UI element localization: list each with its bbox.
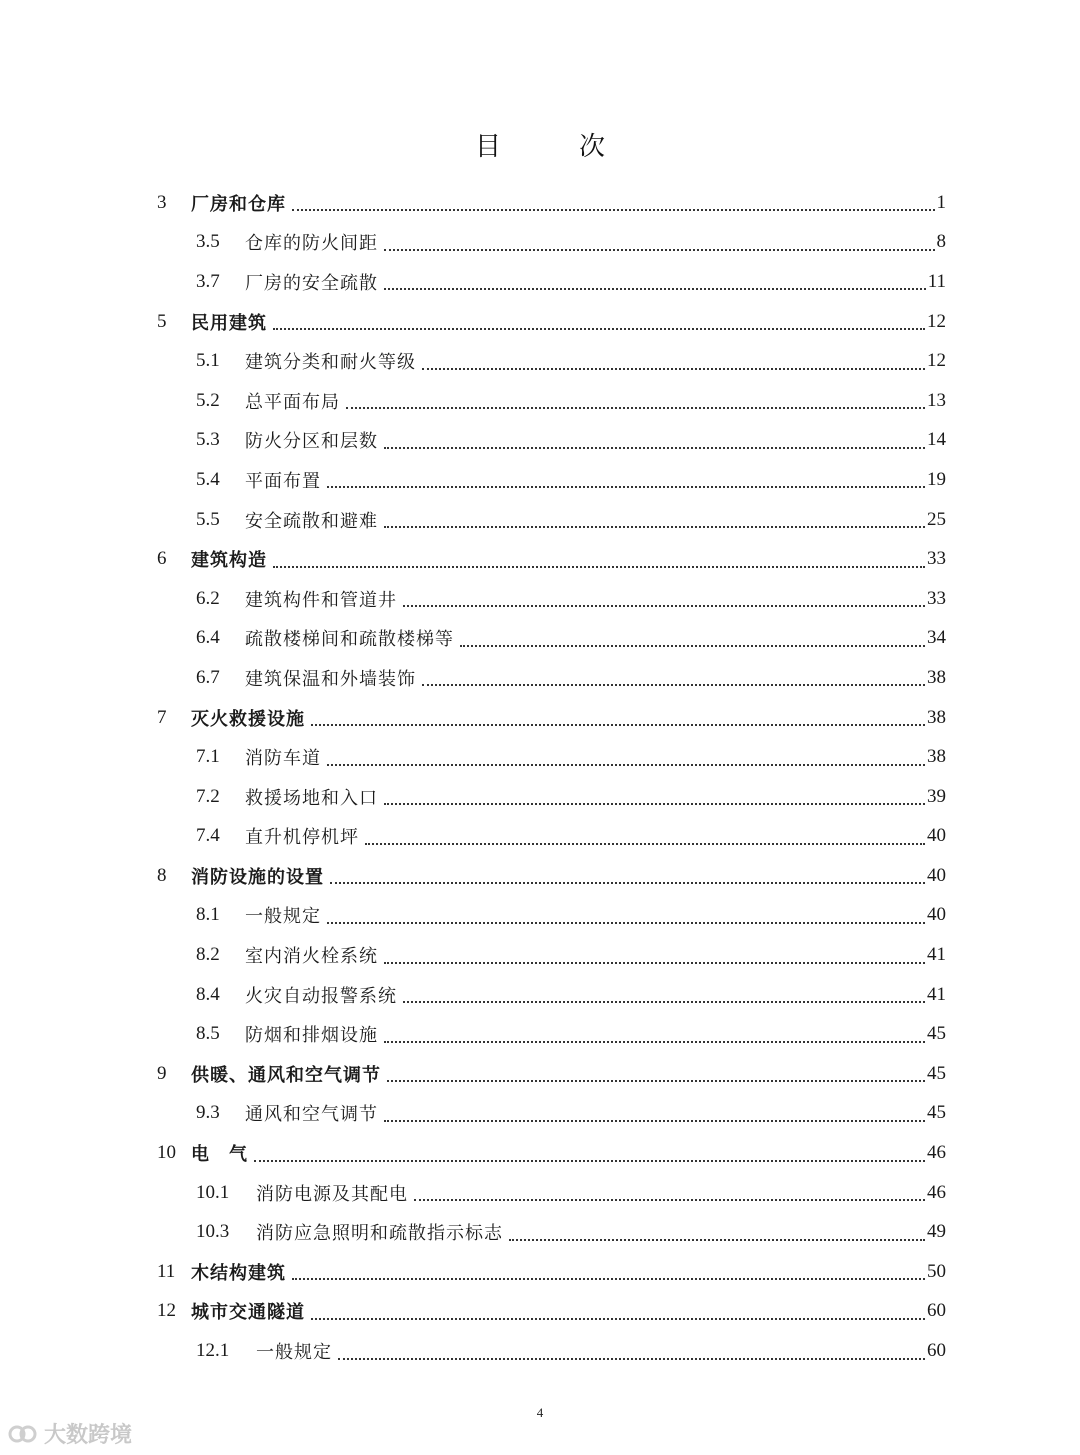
toc-entry-label: 消防车道	[245, 748, 321, 770]
toc-section-entry[interactable]	[0, 777, 1080, 817]
toc-entry-page: 39	[927, 785, 946, 807]
toc-entry-label: 总平面布局	[245, 391, 340, 413]
toc-entry-label: 救援场地和入口	[245, 787, 378, 809]
toc-entry-page: 38	[927, 746, 946, 768]
toc-entry-page: 38	[927, 666, 946, 688]
toc-entry-number: 6	[157, 548, 167, 570]
toc-entry-page: 14	[927, 429, 946, 451]
toc-dot-leader	[338, 1357, 925, 1360]
toc-section-entry[interactable]	[0, 737, 1080, 777]
toc-dot-leader	[346, 406, 925, 409]
toc-entry-page: 12	[927, 350, 946, 372]
toc-dot-leader	[384, 446, 925, 449]
toc-entry-number: 5.2	[196, 389, 220, 411]
toc-entry-label: 仓库的防火间距	[245, 233, 378, 255]
toc-dot-leader	[273, 565, 925, 568]
toc-dot-leader	[327, 485, 925, 488]
toc-entry-label: 防火分区和层数	[245, 431, 378, 453]
page-number: 4	[536, 1405, 544, 1420]
toc-section-entry[interactable]	[0, 1212, 1080, 1252]
toc-dot-leader	[384, 802, 925, 805]
toc-entry-page: 45	[927, 1102, 946, 1124]
toc-section-entry[interactable]	[0, 460, 1080, 500]
toc-dot-leader	[330, 881, 925, 884]
toc-entry-number: 5.1	[196, 350, 220, 372]
toc-entry-label: 直升机停机坪	[245, 827, 359, 849]
toc-dot-leader	[509, 1238, 925, 1241]
watermark-text: 大数跨境	[44, 1423, 133, 1448]
toc-entry-label: 民用建筑	[191, 312, 267, 334]
toc-entry-number: 3.5	[196, 231, 220, 253]
toc-entry-label: 厂房和仓库	[191, 193, 286, 215]
toc-entry-page: 12	[927, 310, 946, 332]
toc-section-entry[interactable]	[0, 817, 1080, 857]
toc-entry-number: 5.4	[196, 468, 220, 490]
toc-entry-page: 1	[936, 191, 946, 213]
toc-entry-number: 7	[157, 706, 167, 728]
toc-dot-leader	[273, 327, 925, 330]
toc-dot-leader	[327, 921, 925, 924]
toc-section-entry[interactable]	[0, 421, 1080, 461]
toc-entry-label: 灭火救援设施	[191, 708, 305, 730]
toc-entry-number: 3	[157, 191, 167, 213]
toc-section-entry[interactable]	[0, 1094, 1080, 1134]
toc-entry-number: 12	[157, 1300, 176, 1322]
toc-section-entry[interactable]	[0, 975, 1080, 1015]
toc-entry-page: 41	[927, 983, 946, 1005]
toc-entry-page: 46	[927, 1181, 946, 1203]
toc-dot-leader	[311, 1317, 925, 1320]
toc-title: 目 次	[474, 132, 631, 162]
toc-entry-page: 49	[927, 1221, 946, 1243]
toc-dot-leader	[414, 1198, 925, 1201]
toc-entry-label: 城市交通隧道	[191, 1302, 305, 1324]
toc-entry-label: 一般规定	[245, 906, 321, 928]
toc-entry-label: 室内消火栓系统	[245, 946, 378, 968]
toc-entry-label: 消防应急照明和疏散指示标志	[256, 1223, 503, 1245]
toc-entry-label: 建筑保温和外墙装饰	[245, 668, 416, 690]
toc-entry-number: 8.2	[196, 944, 220, 966]
toc-entry-label: 建筑分类和耐火等级	[245, 352, 416, 374]
toc-dot-leader	[311, 723, 925, 726]
toc-entry-number: 8.4	[196, 983, 220, 1005]
toc-section-entry[interactable]	[0, 223, 1080, 263]
toc-entry-number: 10.1	[196, 1181, 230, 1203]
toc-entry-number: 8.5	[196, 1023, 220, 1045]
toc-dot-leader	[384, 1040, 925, 1043]
toc-entry-label: 防烟和排烟设施	[245, 1025, 378, 1047]
toc-chapter-entry[interactable]	[0, 1054, 1080, 1094]
toc-entry-page: 38	[927, 706, 946, 728]
toc-entry-page: 45	[927, 1062, 946, 1084]
toc-entry-number: 9.3	[196, 1102, 220, 1124]
toc-dot-leader	[254, 1159, 925, 1162]
toc-section-entry[interactable]	[0, 262, 1080, 302]
toc-entry-page: 33	[927, 587, 946, 609]
toc-entry-page: 13	[927, 389, 946, 411]
toc-dot-leader	[403, 1000, 925, 1003]
toc-entry-page: 25	[927, 508, 946, 530]
toc-entry-label: 通风和空气调节	[245, 1104, 378, 1126]
toc-section-entry[interactable]	[0, 1331, 1080, 1371]
toc-entry-number: 5.5	[196, 508, 220, 530]
toc-entry-number: 6.2	[196, 587, 220, 609]
table-of-contents	[0, 183, 1080, 1371]
toc-entry-label: 消防电源及其配电	[256, 1183, 408, 1205]
toc-entry-page: 40	[927, 825, 946, 847]
toc-entry-page: 40	[927, 904, 946, 926]
toc-entry-number: 6.4	[196, 627, 220, 649]
toc-entry-page: 8	[936, 231, 946, 253]
toc-entry-number: 10.3	[196, 1221, 230, 1243]
toc-dot-leader	[403, 604, 925, 607]
toc-section-entry[interactable]	[0, 1014, 1080, 1054]
toc-dot-leader	[384, 248, 935, 251]
toc-entry-label: 平面布置	[245, 470, 321, 492]
toc-entry-number: 6.7	[196, 666, 220, 688]
toc-dot-leader	[292, 208, 935, 211]
toc-section-entry[interactable]	[0, 341, 1080, 381]
toc-entry-number: 5.3	[196, 429, 220, 451]
toc-entry-page: 19	[927, 468, 946, 490]
toc-dot-leader	[460, 644, 925, 647]
toc-entry-label: 一般规定	[256, 1342, 332, 1364]
toc-section-entry[interactable]	[0, 500, 1080, 540]
toc-entry-label: 木结构建筑	[191, 1262, 286, 1284]
toc-entry-label: 火灾自动报警系统	[245, 985, 397, 1007]
toc-entry-page: 60	[927, 1300, 946, 1322]
toc-entry-number: 7.4	[196, 825, 220, 847]
toc-entry-number: 3.7	[196, 270, 220, 292]
toc-entry-number: 12.1	[196, 1340, 230, 1362]
toc-chapter-entry[interactable]	[0, 1252, 1080, 1292]
toc-entry-page: 34	[927, 627, 946, 649]
toc-entry-page: 60	[927, 1340, 946, 1362]
toc-chapter-entry[interactable]	[0, 539, 1080, 579]
toc-dot-leader	[387, 1079, 925, 1082]
toc-entry-page: 45	[927, 1023, 946, 1045]
watermark	[8, 1418, 132, 1449]
toc-chapter-entry[interactable]	[0, 698, 1080, 738]
toc-dot-leader	[327, 763, 925, 766]
toc-entry-label: 疏散楼梯间和疏散楼梯等	[245, 629, 454, 651]
toc-section-entry[interactable]	[0, 658, 1080, 698]
toc-dot-leader	[422, 367, 925, 370]
toc-entry-page: 50	[927, 1260, 946, 1282]
toc-dot-leader	[384, 287, 926, 290]
toc-section-entry[interactable]	[0, 381, 1080, 421]
toc-entry-number: 5	[157, 310, 167, 332]
watermark-logo-icon	[8, 1421, 38, 1447]
toc-entry-page: 33	[927, 548, 946, 570]
toc-entry-page: 40	[927, 864, 946, 886]
toc-dot-leader	[292, 1277, 925, 1280]
toc-entry-label: 建筑构造	[191, 550, 267, 572]
toc-chapter-entry[interactable]	[0, 302, 1080, 342]
toc-chapter-entry[interactable]	[0, 183, 1080, 223]
toc-entry-number: 7.2	[196, 785, 220, 807]
toc-entry-page: 41	[927, 944, 946, 966]
toc-entry-page: 11	[927, 270, 946, 292]
toc-dot-leader	[384, 525, 925, 528]
toc-dot-leader	[365, 842, 925, 845]
toc-entry-number: 8	[157, 864, 167, 886]
toc-chapter-entry[interactable]	[0, 1133, 1080, 1173]
toc-entry-label: 厂房的安全疏散	[245, 272, 378, 294]
toc-entry-number: 7.1	[196, 746, 220, 768]
toc-section-entry[interactable]	[0, 619, 1080, 659]
toc-entry-page: 46	[927, 1142, 946, 1164]
toc-entry-label: 供暖、通风和空气调节	[191, 1064, 381, 1086]
toc-entry-label: 安全疏散和避难	[245, 510, 378, 532]
toc-entry-label: 建筑构件和管道井	[245, 589, 397, 611]
toc-chapter-entry[interactable]	[0, 1292, 1080, 1332]
toc-dot-leader	[384, 1119, 925, 1122]
toc-section-entry[interactable]	[0, 1173, 1080, 1213]
toc-section-entry[interactable]	[0, 579, 1080, 619]
toc-entry-number: 9	[157, 1062, 167, 1084]
toc-dot-leader	[422, 683, 925, 686]
toc-entry-number: 11	[157, 1260, 176, 1282]
toc-section-entry[interactable]	[0, 935, 1080, 975]
toc-entry-label: 电 气	[191, 1144, 248, 1166]
toc-entry-number: 10	[157, 1142, 176, 1164]
toc-section-entry[interactable]	[0, 896, 1080, 936]
toc-dot-leader	[384, 961, 925, 964]
toc-entry-label: 消防设施的设置	[191, 866, 324, 888]
toc-entry-number: 8.1	[196, 904, 220, 926]
toc-chapter-entry[interactable]	[0, 856, 1080, 896]
